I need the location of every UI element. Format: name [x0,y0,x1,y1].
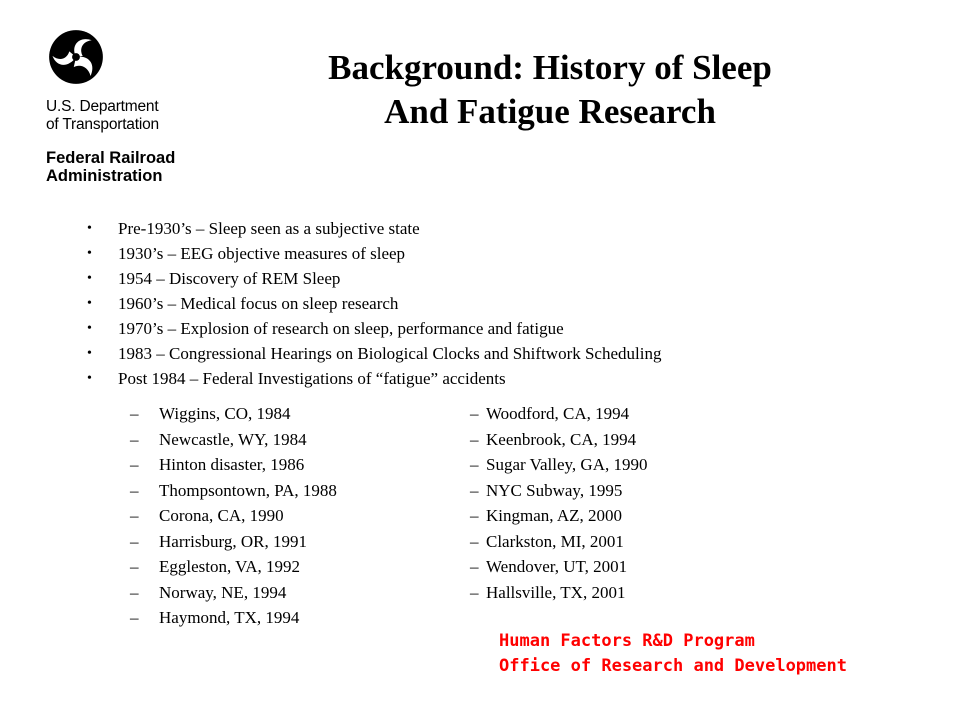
program-footer [499,629,847,679]
dash-glyph: – [130,480,139,500]
history-bullet-list [85,216,925,391]
bullet-text: 1983 – Congressional Hearings on Biological Clocks and Shiftwork Scheduling [118,344,662,363]
bullet-glyph: • [87,221,92,236]
slide-title [200,46,900,134]
dash-glyph: – [130,582,139,602]
bullet-text: 1930’s – EEG objective measures of sleep [118,244,406,263]
slide-title-line2: And Fatigue Research [384,92,716,131]
dash-glyph: – [130,404,139,423]
bullet-item [85,291,925,316]
dash-glyph: – [470,429,479,449]
accident-row [130,503,730,529]
dash-glyph: – [130,455,139,474]
dash-glyph: – [470,480,479,500]
accident-row [130,452,730,478]
accident-right: Keenbrook, CA, 1994 [486,429,637,449]
accident-row [130,554,730,580]
slide-title-line1: Background: History of Sleep [328,48,772,87]
dot-fra-logo [40,26,210,191]
accident-row [130,478,730,504]
accident-left: Wiggins, CO, 1984 [159,404,291,423]
bullet-text: 1954 – Discovery of REM Sleep [118,269,341,288]
accident-right: Hallsville, TX, 2001 [486,582,626,602]
bullet-item [85,316,925,341]
dash-glyph: – [470,455,479,474]
accident-row [130,580,730,606]
logo-admin-line2: Administration [46,167,163,185]
dot-triskelion-icon [48,26,104,88]
dash-glyph: – [130,531,139,551]
accident-right: NYC Subway, 1995 [486,480,623,500]
bullet-glyph: • [87,246,92,261]
accident-right: Clarkston, MI, 2001 [486,531,624,551]
accident-right: Kingman, AZ, 2000 [486,506,622,525]
accident-row [130,529,730,555]
bullet-item [85,241,925,266]
dash-glyph: – [470,557,479,576]
accident-left: Newcastle, WY, 1984 [159,429,307,449]
accident-left: Eggleston, VA, 1992 [159,557,301,576]
dash-glyph: – [130,557,139,576]
accident-right: Woodford, CA, 1994 [486,404,630,423]
accident-right: Wendover, UT, 2001 [486,557,628,576]
bullet-glyph: • [87,271,92,286]
accident-right: Sugar Valley, GA, 1990 [486,455,648,474]
accident-left: Haymond, TX, 1994 [159,608,300,627]
logo-admin-line1: Federal Railroad [46,149,176,167]
logo-dept-line1: U.S. Department [46,98,159,115]
bullet-item [85,266,925,291]
bullet-item [85,341,925,366]
accident-left: Thompsontown, PA, 1988 [159,480,337,500]
footer-line1: Human Factors R&D Program [499,631,755,651]
dash-glyph: – [130,608,139,627]
accident-row [130,401,730,427]
accident-row [130,605,730,631]
bullet-glyph: • [87,371,92,386]
accident-left: Norway, NE, 1994 [159,582,287,602]
accident-left: Harrisburg, OR, 1991 [159,531,307,551]
dash-glyph: – [130,429,139,449]
accident-list [130,401,730,631]
bullet-glyph: • [87,346,92,361]
bullet-text: 1960’s – Medical focus on sleep research [118,294,399,313]
accident-left: Hinton disaster, 1986 [159,455,305,474]
bullet-glyph: • [87,296,92,311]
bullet-text: Pre-1930’s – Sleep seen as a subjective state [118,219,420,238]
dash-glyph: – [470,506,479,525]
bullet-text: Post 1984 – Federal Investigations of “fatigue” accidents [118,369,506,388]
dash-glyph: – [470,582,479,602]
dash-glyph: – [130,506,139,525]
accident-left: Corona, CA, 1990 [159,506,284,525]
dash-glyph: – [470,404,479,423]
dash-glyph: – [470,531,479,551]
bullet-glyph: • [87,321,92,336]
bullet-text: 1970’s – Explosion of research on sleep, performance and fatigue [118,319,564,338]
bullet-item [85,366,925,391]
bullet-item [85,216,925,241]
footer-line2: Office of Research and Development [499,656,847,676]
logo-dept-line2: of Transportation [46,116,159,133]
accident-row [130,427,730,453]
